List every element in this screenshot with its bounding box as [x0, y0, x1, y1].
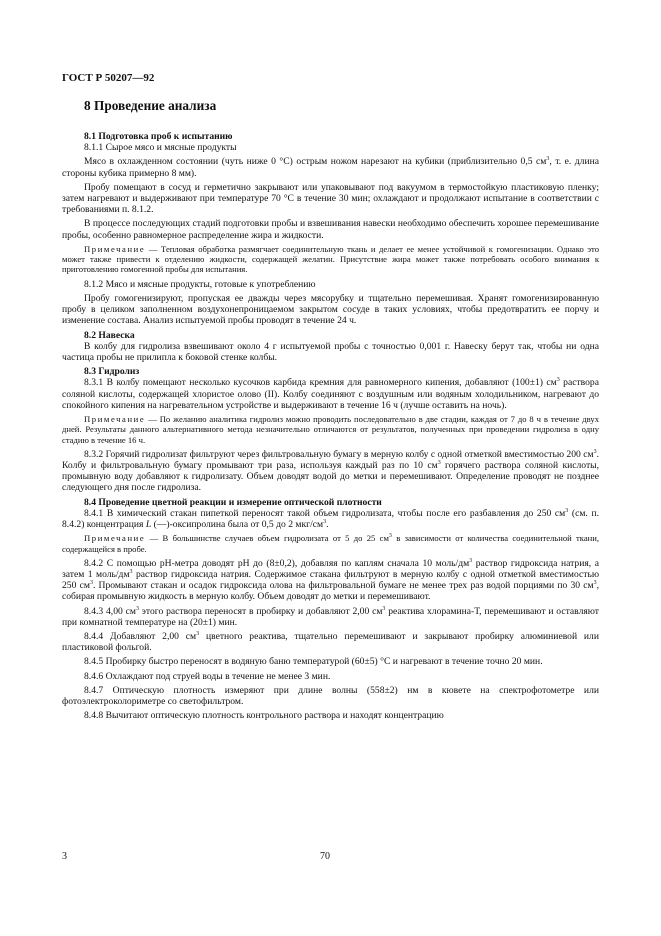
heading-8-1-2: 8.1.2 Мясо и мясные продукты, готовые к употреблению: [84, 278, 316, 290]
paragraph-8-4-3: 8.4.3 4,00 $см^3$ этого раствора переносят в пробирку и добавляют 2,00 $см^3$ реактива хлорамина-Т, перемешивают и оставляют при комнатной температуре на (20±1) мин.: [62, 605, 600, 628]
paragraph-8-3-2: 8.3.2 Горячий гидролизат фильтруют через фильтровальную бумагу в мерную колбу с одной отметкой вместимостью 200 $см^3$. Колбу и фильтровальную бумагу промывают три раза, используя каждый раз по 10 $см^3$ горячего раствора соляной кислоты, промывную воду добавляют к гидролизату. Объем доводят водой до метки и перемешивают. Определение проводят не позднее следующего дня после гидролиза.: [62, 448, 600, 494]
heading-8-3: 8.3 Гидролиз: [84, 366, 140, 378]
heading-8-1: 8.1 Подготовка проб к испытанию: [84, 131, 233, 142]
page-content: [62, 98, 599, 725]
paragraph-8-4-2: 8.4.2 С помощью рН-метра доводят рН до (8±0,2), добавляя по каплям сначала 10 моль/$дм^3$ раствор гидроксида натрия, а затем 1 моль/$дм^3$ раствор гидроксида натрия. Содержимое стакана фильтруют в мерную колбу с одной отметкой вместимостью 250 $см^3$. Промывают стакан и осадок гидроксида олова на фильтровальной бумаге не менее трех раз водой порциями по 30 $см^3$, собирая промывную жидкость в мерную колбу. Объем доводят до метки и перемешивают.: [62, 557, 600, 603]
paragraph-8-4-5: 8.4.5 Пробирку быстро переносят в водяную баню температурой (60±5) °С и нагревают в течение точно 20 мин.: [84, 656, 543, 668]
section-title: 8 Проведение анализа: [84, 98, 217, 113]
paragraph-8-3-1: 8.3.1 В колбу помещают несколько кусочков карбида кремния для равномерного кипения, добавляют (100±1) $см^3$ раствора соляной кислоты, содержащей хлористое олово (II). Колбу соединяют с воздушным или водяным холодильником, нагревают до спокойного кипения на нагревательном устройстве и выдерживают в течение 16 ч (лучше оставить на ночь).: [62, 377, 599, 411]
paragraph-8-1-1-1: Мясо в охлажденном состоянии (чуть ниже 0 °С) острым ножом нарезают на кубики (приблизительно 0,5 $см^3$, т. е. длина стороны кубика примерно 8 мм).: [62, 156, 599, 179]
paragraph-8-1-1-3: В процессе последующих стадий подготовки пробы и взвешивания навески необходимо обеспечить хорошее перемешивание пробы, особенно равномерное распределение жира и жидкости.: [62, 218, 599, 241]
paragraph-8-4-6: 8.4.6 Охлаждают под струей воды в течение не менее 3 мин.: [84, 670, 331, 682]
note-8-1: Примечание — Тепловая обработка размягчает соединительную ткань и делает ее менее устойчивой к гомогенизации. Однако это может также привести к отделению жидкости, содержащей желатин. Присутствие жира может также потребовать особого внимания к приготовлению гомогенной пробы для испытания.: [62, 243, 599, 275]
standard-code: ГОСТ Р 50207—92: [62, 72, 155, 84]
paragraph-8-4-8: 8.4.8 Вычитают оптическую плотность контрольного раствора и находят концентрацию: [84, 710, 444, 722]
paragraph-8-4-7: 8.4.7 Оптическую плотность измеряют при длине волны (558±2) нм в кювете на спектрофотометре или фотоэлектроколориметре со светофильтром.: [62, 684, 599, 708]
heading-8-2: 8.2 Навеска: [84, 329, 135, 341]
note-8-4: Примечание — В большинстве случаев объем гидролизата от 5 до 25 $см^3$ в зависимости от количества соединительной ткани, содержащейся в пробе.: [62, 533, 600, 554]
edition-number: 3: [62, 851, 67, 862]
paragraph-8-1-2: Пробу гомогенизируют, пропуская ее дважды через мясорубку и тщательно перемешивая. Хранят гомогенизированную пробу в целиком заполненном воздухонепроницаемом закрытом сосуде в таких условиях, чтобы предотвратить ее порчу и изменение состава. Анализ испытуемой пробы проводят в течение 24 ч.: [62, 292, 599, 327]
paragraph-8-4-4: 8.4.4 Добавляют 2,00 $см^3$ цветного реактива, тщательно перемешивают и закрывают пробирку алюминиевой или пластиковой фольгой.: [62, 631, 599, 654]
heading-8-4: 8.4 Проведение цветной реакции и измерение оптической плотности: [84, 496, 382, 508]
paragraph-8-4-1: 8.4.1 В химический стакан пипеткой переносят такой объем гидролизата, чтобы после его разбавления до 250 $см^3$ (см. п. 8.4.2) концентрация L (—)-оксипролина была от 0,5 до 2 мкг/$см^3$.: [62, 507, 599, 531]
paragraph-8-1-1-2: Пробу помещают в сосуд и герметично закрывают или упаковывают под вакуумом в термостойкую пластиковую пленку; затем нагревают и выдерживают при температуре 70 °С в течение 30 мин; охлаждают и продолжают испытание в соответствии с требованиями п. 8.1.2.: [62, 181, 599, 216]
note-8-3: Примечание — По желанию аналитика гидролиз можно проводить последовательно в две стадии, каждая от 7 до 8 ч в течение двух дней. Результаты данного альтернативного метода незначительно отличаются от результатов, полученных при проведении гидролиза в одну стадию в течение 16 ч.: [62, 413, 599, 445]
page-number: 70: [320, 851, 330, 862]
paragraph-8-2: В колбу для гидролиза взвешивают около 4 г испытуемой пробы с точностью 0,001 г. Навеску берут так, чтобы ни одна частица пробы не прилипла к боковой стенке колбы.: [62, 340, 599, 363]
heading-8-1-1: 8.1.1 Сырое мясо и мясные продукты: [84, 142, 237, 154]
